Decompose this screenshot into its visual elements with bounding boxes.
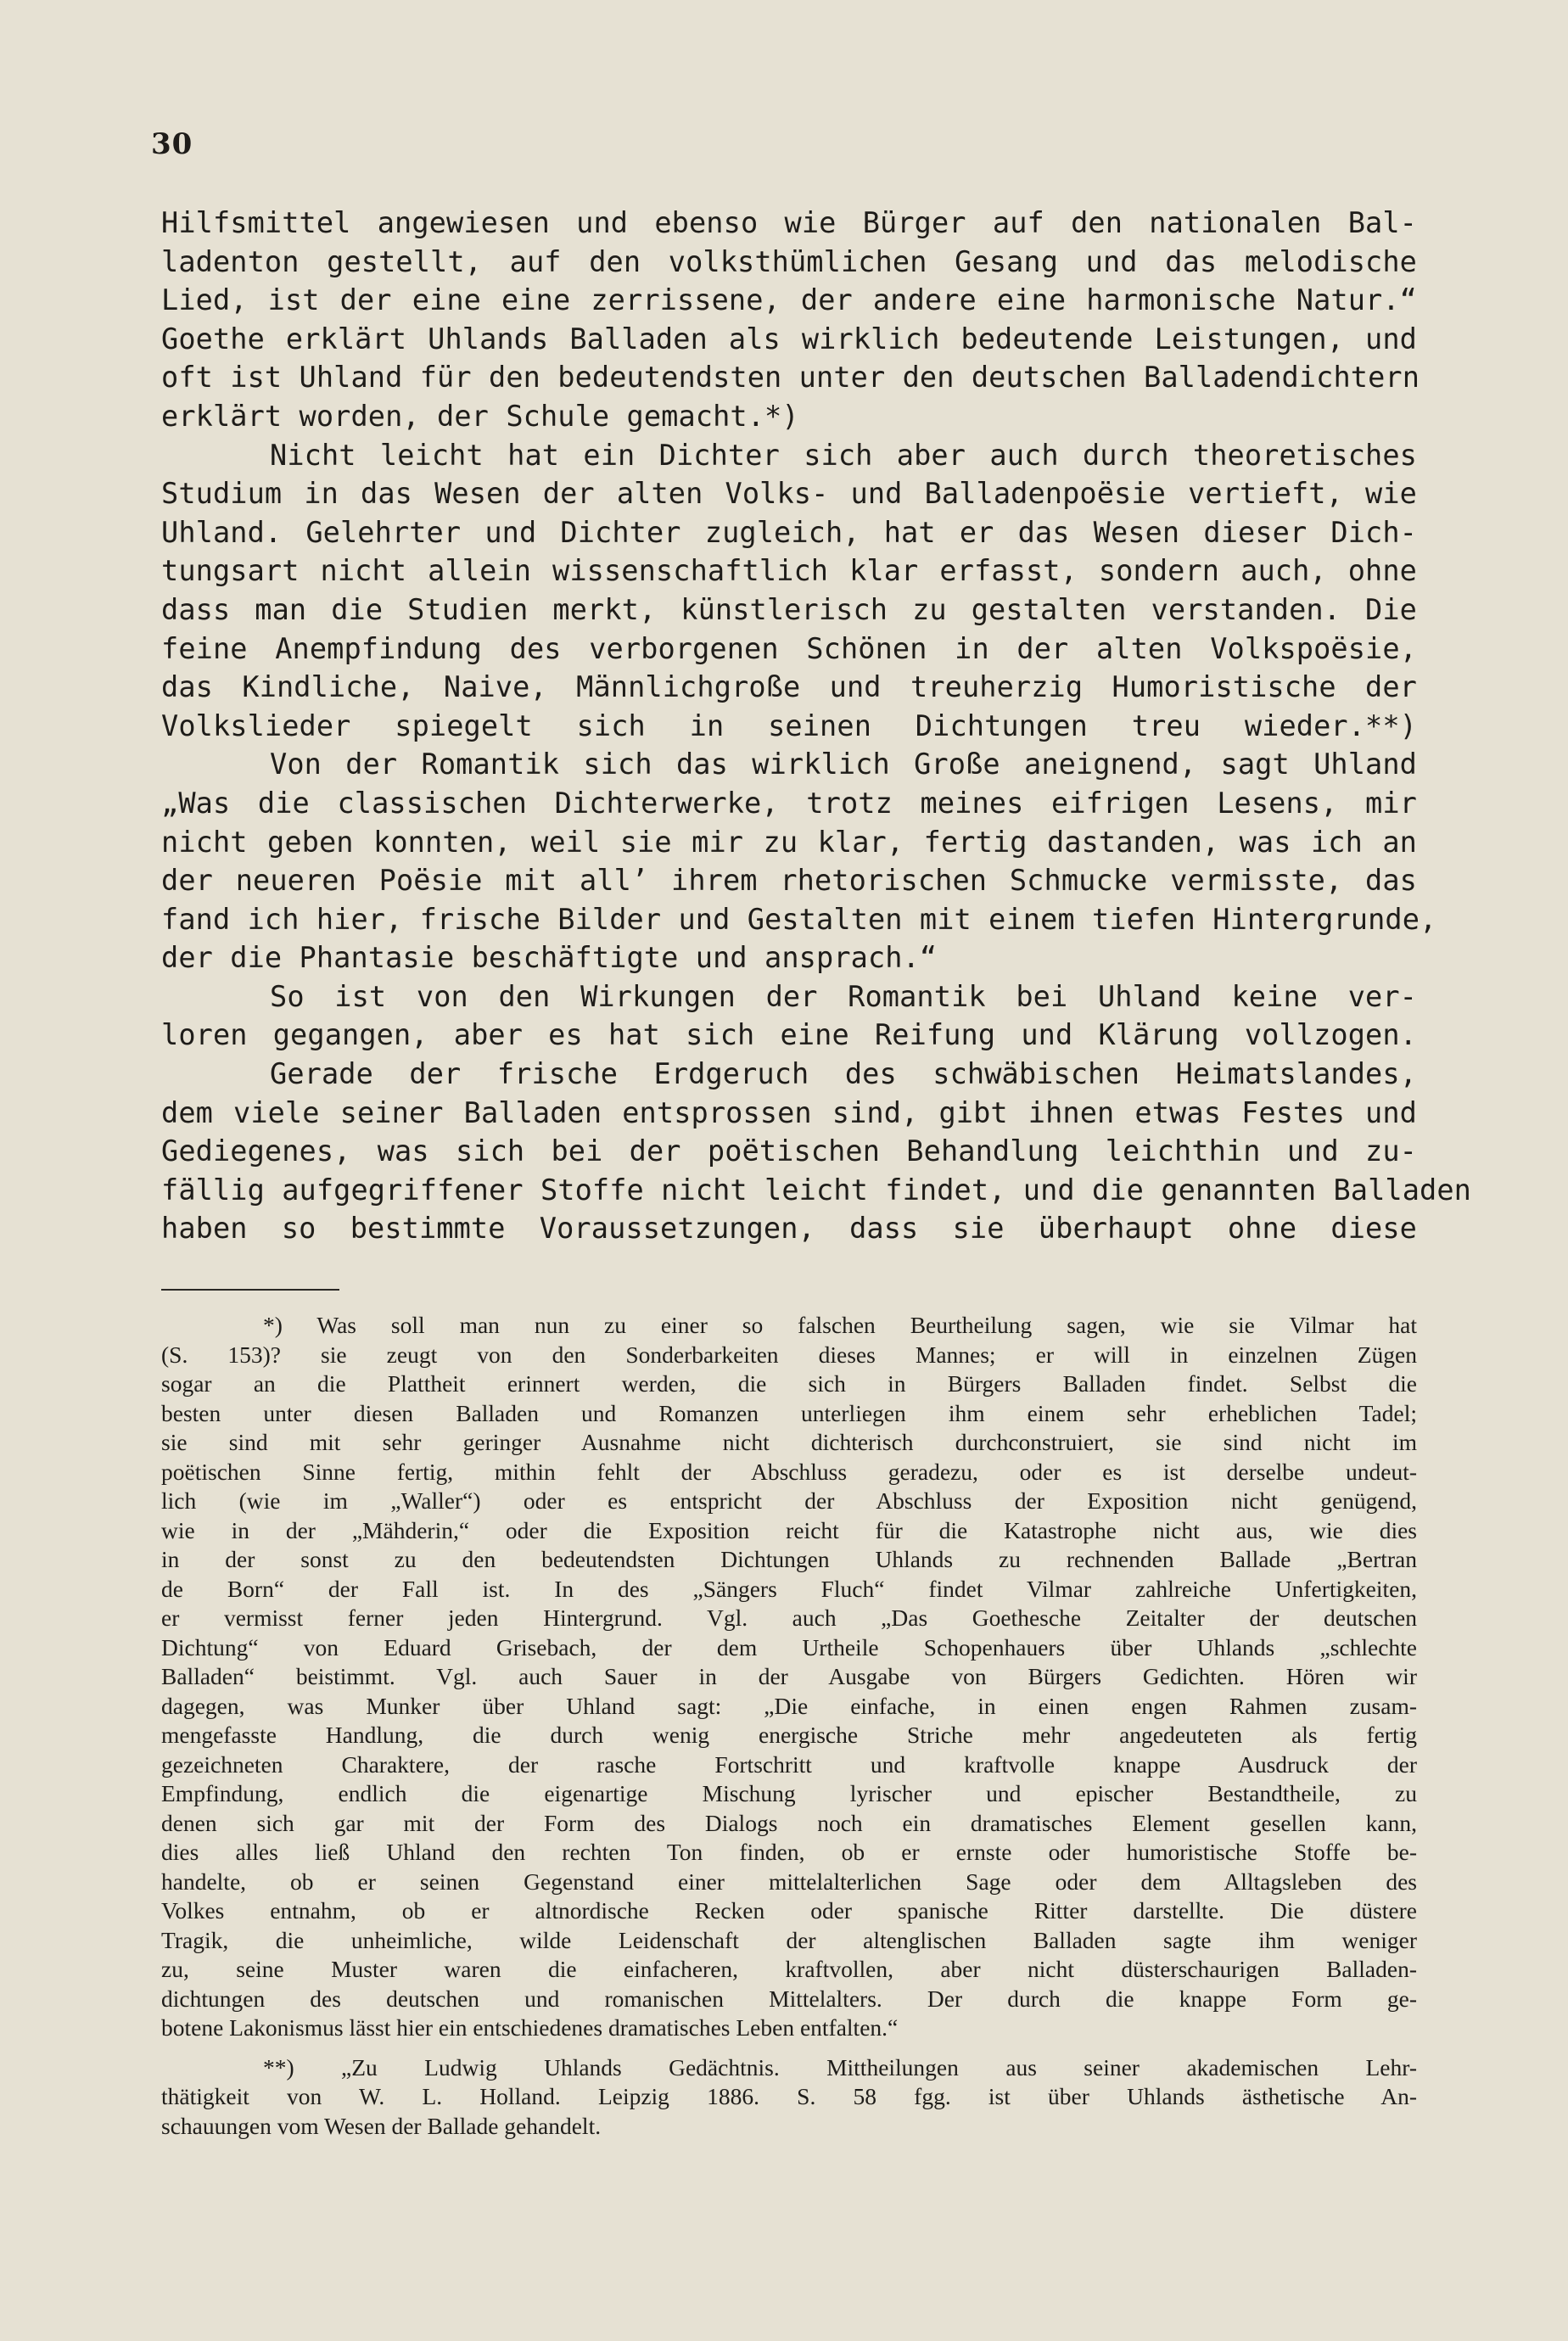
text-line: Hilfsmittel angewiesen und ebenso wie Bürger auf den nationalen Bal- bbox=[161, 206, 1417, 239]
text-line: Gediegenes, was sich bei der poëtischen Behandlung leichthin und zu- bbox=[161, 1134, 1417, 1168]
footnote-line: (S. 153)? sie zeugt von den Sonderbarkeiten dieses Mannes; er will in einzelnen Zügen bbox=[161, 1341, 1417, 1368]
text-line: Nicht leicht hat ein Dichter sich aber auch durch theoretisches bbox=[270, 438, 1417, 472]
footnote-line: wie in der „Mähderin,“ oder die Exposition reicht für die Katastrophe nicht aus, wie dies bbox=[161, 1516, 1417, 1543]
text-line: feine Anempfindung des verborgenen Schönen in der alten Volkspoësie, bbox=[161, 631, 1417, 665]
footnote-line: handelte, ob er seinen Gegenstand einer mittelalterlichen Sage oder dem Alltagsleben des bbox=[161, 1868, 1417, 1895]
footnote-line: botene Lakonismus lässt hier ein entschiedenes dramatisches Leben entfalten.“ bbox=[161, 2014, 899, 2041]
footnotes bbox=[161, 1311, 1417, 2151]
footnote-line: dichtungen des deutschen und romanischen Mittelalters. Der durch die knappe Form ge- bbox=[161, 1985, 1417, 2012]
footnote-line: dagegen, was Munker über Uhland sagt: „Die einfache, in einen engen Rahmen zusam- bbox=[161, 1692, 1417, 1719]
footnote-line: denen sich gar mit der Form des Dialogs noch ein dramatisches Element gesellen kann, bbox=[161, 1809, 1417, 1836]
footnote-line: besten unter diesen Balladen und Romanzen unterliegen ihm einem sehr erheblichen Tadel; bbox=[161, 1399, 1417, 1426]
text-line: Gerade der frische Erdgeruch des schwäbischen Heimatslandes, bbox=[270, 1057, 1417, 1091]
main-text bbox=[161, 204, 1471, 1248]
text-line: Von der Romantik sich das wirklich Große aneignend, sagt Uhland bbox=[270, 748, 1417, 781]
text-line: ladenton gestellt, auf den volksthümlichen Gesang und das melodische bbox=[161, 244, 1417, 278]
text-line: „Was die classischen Dichterwerke, trotz meines eifrigen Lesens, mir bbox=[161, 786, 1417, 820]
text-line: das Kindliche, Naive, Männlichgroße und treuherzig Humoristische der bbox=[161, 670, 1417, 704]
page-number: 30 bbox=[151, 127, 193, 161]
text-line: So ist von den Wirkungen der Romantik bei Uhland keine ver- bbox=[270, 979, 1417, 1013]
text-line: fand ich hier, frische Bilder und Gestalten mit einem tiefen Hintergrunde, bbox=[161, 902, 1437, 936]
footnote-line: Empfindung, endlich die eigenartige Mischung lyrischer und epischer Bestandtheile, zu bbox=[161, 1780, 1417, 1806]
text-line: der die Phantasie beschäftigte und ansprach.“ bbox=[161, 941, 938, 975]
text-line: dass man die Studien merkt, künstlerisch zu gestalten verstanden. Die bbox=[161, 592, 1417, 626]
text-line: Studium in das Wesen der alten Volks- und Balladenpoësie vertieft, wie bbox=[161, 477, 1417, 511]
footnote-line: *) Was soll man nun zu einer so falschen Beurtheilung sagen, wie sie Vilmar hat bbox=[263, 1312, 1417, 1338]
text-line: Volkslieder spiegelt sich in seinen Dichtungen treu wieder.**) bbox=[161, 708, 1417, 742]
text-line: oft ist Uhland für den bedeutendsten unter den deutschen Balladendichtern bbox=[161, 361, 1420, 395]
footnote-line: mengefasste Handlung, die durch wenig energische Striche mehr angedeuteten als fertig bbox=[161, 1722, 1417, 1748]
text-line: der neueren Poësie mit all’ ihrem rhetorischen Schmucke vermisste, das bbox=[161, 864, 1417, 898]
footnote-line: Dichtung“ von Eduard Grisebach, der dem Urtheile Schopenhauers über Uhlands „schlechte bbox=[161, 1633, 1417, 1661]
text-line: Lied, ist der eine eine zerrissene, der andere eine harmonische Natur.“ bbox=[161, 283, 1417, 317]
text-line: Uhland. Gelehrter und Dichter zugleich, hat er das Wesen dieser Dich- bbox=[161, 515, 1417, 549]
footnote-line: Tragik, die unheimliche, wilde Leidenschaft der altenglischen Balladen sagte ihm weniger bbox=[161, 1926, 1417, 1953]
footnote-line: Balladen“ beistimmt. Vgl. auch Sauer in der Ausgabe von Bürgers Gedichten. Hören wir bbox=[161, 1663, 1417, 1689]
footnote-line: in der sonst zu den bedeutendsten Dichtungen Uhlands zu rechnenden Ballade „Bertran bbox=[161, 1546, 1417, 1572]
text-line: loren gegangen, aber es hat sich eine Reifung und Klärung vollzogen. bbox=[161, 1018, 1417, 1052]
footnote-line: de Born“ der Fall ist. In des „Sängers Fluch“ findet Vilmar zahlreiche Unfertigkeiten, bbox=[161, 1575, 1417, 1602]
footnote-line: sogar an die Plattheit erinnert werden, die sich in Bürgers Balladen findet. Selbst die bbox=[161, 1370, 1417, 1397]
text-line: dem viele seiner Balladen entsprossen sind, gibt ihnen etwas Festes und bbox=[161, 1095, 1417, 1129]
footnote-line: lich (wie im „Waller“) oder es entspricht der Abschluss der Exposition nicht genügend, bbox=[161, 1487, 1417, 1514]
footnote-line: er vermisst ferner jeden Hintergrund. Vgl. auch „Das Goethesche Zeitalter der deutschen bbox=[161, 1605, 1417, 1631]
footnote-line: poëtischen Sinne fertig, mithin fehlt der Abschluss geradezu, oder es ist derselbe undeut- bbox=[161, 1458, 1417, 1485]
footnote-line: schauungen vom Wesen der Ballade gehandelt. bbox=[161, 2112, 602, 2139]
footnote-line: dies alles ließ Uhland den rechten Ton finden, ob er ernste oder humoristische Stoffe be- bbox=[161, 1839, 1417, 1865]
footnote-line: **) „Zu Ludwig Uhlands Gedächtnis. Mittheilungen aus seiner akademischen Lehr- bbox=[263, 2053, 1417, 2081]
text-line: haben so bestimmte Voraussetzungen, dass sie überhaupt ohne diese bbox=[161, 1212, 1417, 1246]
text-line: Goethe erklärt Uhlands Balladen als wirklich bedeutende Leistungen, und bbox=[161, 322, 1417, 356]
footnote-line: thätigkeit von W. L. Holland. Leipzig 1886. S. 58 fgg. ist über Uhlands ästhetische An- bbox=[161, 2083, 1417, 2109]
footnote-divider bbox=[161, 1289, 339, 1291]
text-line: fällig aufgegriffener Stoffe nicht leicht findet, und die genannten Balladen bbox=[161, 1173, 1471, 1207]
footnote-2 bbox=[161, 2053, 1417, 2142]
text-line: erklärt worden, der Schule gemacht.*) bbox=[161, 399, 799, 433]
footnote-line: zu, seine Muster waren die einfacheren, kraftvollen, aber nicht düsterschaurigen Balladen- bbox=[161, 1956, 1417, 1982]
text-line: nicht geben konnten, weil sie mir zu klar, fertig dastanden, was ich an bbox=[161, 825, 1417, 859]
footnote-line: Volkes entnahm, ob er altnordische Recken oder spanische Ritter darstellte. Die düstere bbox=[161, 1897, 1417, 1924]
footnote-1 bbox=[161, 1311, 1417, 2043]
text-line: tungsart nicht allein wissenschaftlich klar erfasst, sondern auch, ohne bbox=[161, 554, 1417, 588]
footnote-line: sie sind mit sehr geringer Ausnahme nicht dichterisch durchconstruiert, sie sind nicht im bbox=[161, 1429, 1417, 1455]
footnote-line: gezeichneten Charaktere, der rasche Fortschritt und kraftvolle knappe Ausdruck der bbox=[161, 1750, 1417, 1778]
